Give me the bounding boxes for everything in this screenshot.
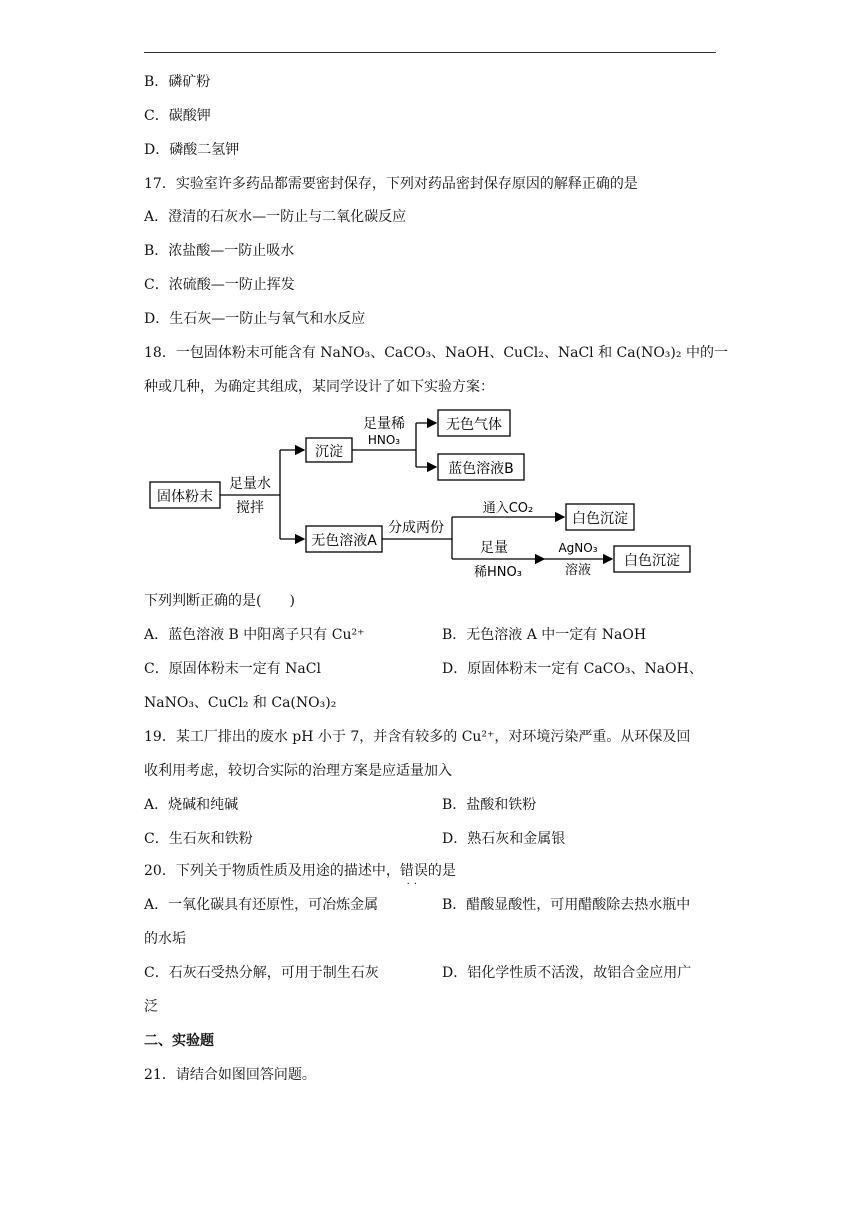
option-b-q17: B．浓盐酸—一防止吸水 [144, 243, 295, 259]
label-precipitate: 沉淀 [315, 444, 343, 460]
label-colorless-gas: 无色气体 [446, 417, 502, 433]
option-b-q16: B．磷矿粉 [144, 74, 211, 90]
option-c-q16: C．碳酸钾 [144, 108, 211, 124]
header-rule [144, 52, 716, 53]
label-water: 足量水 [229, 476, 271, 492]
label-acid2-bottom: 稀HNO₃ [474, 565, 522, 580]
q20-stem-before: 20．下列关于物质性质及用途的描述中， [144, 863, 400, 879]
option-b-q18: B．无色溶液 A 中一定有 NaOH [442, 627, 647, 643]
option-a-q20: A．一氧化碳具有还原性，可冶炼金属 [144, 897, 379, 913]
emphasis-dots: ·· [406, 879, 421, 890]
option-d-q17: D．生石灰—一防止与氧气和水反应 [144, 311, 366, 327]
option-c-q17: C．浓硫酸—一防止挥发 [144, 277, 295, 293]
option-c-q20: C．石灰石受热分解，可用于制生石灰 [144, 965, 379, 981]
label-solution-a: 无色溶液A [311, 533, 377, 549]
option-d-q20: D．铝化学性质不活泼，故铝合金应用广 [442, 965, 692, 981]
option-c-q18: C．原固体粉末一定有 NaCl [144, 661, 321, 677]
label-agno3-bottom: 溶液 [564, 563, 592, 578]
question-17-stem: 17．实验室许多药品都需要密封保存，下列对药品密封保存原因的解释正确的是 [144, 176, 638, 192]
label-acid2-top: 足量 [480, 540, 508, 556]
question-18-prompt: 下列判断正确的是( ) [144, 593, 295, 609]
option-b-q19: B．盐酸和铁粉 [442, 797, 537, 813]
label-solid-powder: 固体粉末 [157, 489, 213, 505]
label-blue-solution: 蓝色溶液B [448, 461, 514, 477]
question-18-stem: 18．一包固体粉末可能含有 NaNO₃、CaCO₃、NaOH、CuCl₂、NaCl 和 Ca(NO₃)₂ 中的一 [144, 345, 728, 361]
question-19-stem: 19．某工厂排出的废水 pH 小于 7，并含有较多的 Cu²⁺，对环境污染严重。从环保及回 [144, 729, 691, 745]
option-b-q20-cont: 的水垢 [144, 931, 186, 947]
label-co2: 通入CO₂ [482, 501, 534, 516]
label-white-ppt-2: 白色沉淀 [624, 553, 680, 569]
experiment-flowchart [146, 408, 706, 584]
option-a-q19: A．烧碱和纯碱 [144, 797, 239, 813]
option-a-q18: A．蓝色溶液 B 中阳离子只有 Cu²⁺ [144, 627, 365, 643]
option-b-q20: B．醋酸显酸性，可用醋酸除去热水瓶中 [442, 897, 691, 913]
option-d-q19: D．熟石灰和金属银 [442, 831, 566, 847]
option-d-q18: D．原固体粉末一定有 CaCO₃、NaOH、 [442, 661, 703, 677]
label-stir: 搅拌 [236, 500, 264, 516]
q20-emphasis-text: 错误 [399, 863, 428, 879]
question-21-stem: 21．请结合如图回答问题。 [144, 1067, 316, 1083]
label-white-ppt-1: 白色沉淀 [572, 511, 628, 527]
label-acid-top: 足量稀 [363, 416, 405, 432]
option-a-q17: A．澄清的石灰水—一防止与二氧化碳反应 [144, 209, 407, 225]
label-agno3-top: AgNO₃ [558, 541, 598, 555]
section-heading: 二、实验题 [144, 1033, 214, 1049]
option-d-q16: D．磷酸二氢钾 [144, 142, 240, 158]
option-d-q18-cont: NaNO₃、CuCl₂ 和 Ca(NO₃)₂ [144, 695, 337, 711]
question-19-stem-cont: 收利用考虑，较切合实际的治理方案是应适量加入 [144, 763, 452, 779]
label-acid-bottom: HNO₃ [367, 433, 401, 447]
q20-stem-after: 的是 [427, 863, 456, 879]
label-split: 分成两份 [388, 520, 444, 536]
question-20-stem [144, 861, 456, 890]
option-d-q20-cont: 泛 [144, 999, 158, 1015]
q20-emphasis [399, 861, 428, 890]
question-18-stem-cont: 种或几种，为确定其组成，某同学设计了如下实验方案： [144, 379, 494, 395]
option-c-q19: C．生石灰和铁粉 [144, 831, 253, 847]
